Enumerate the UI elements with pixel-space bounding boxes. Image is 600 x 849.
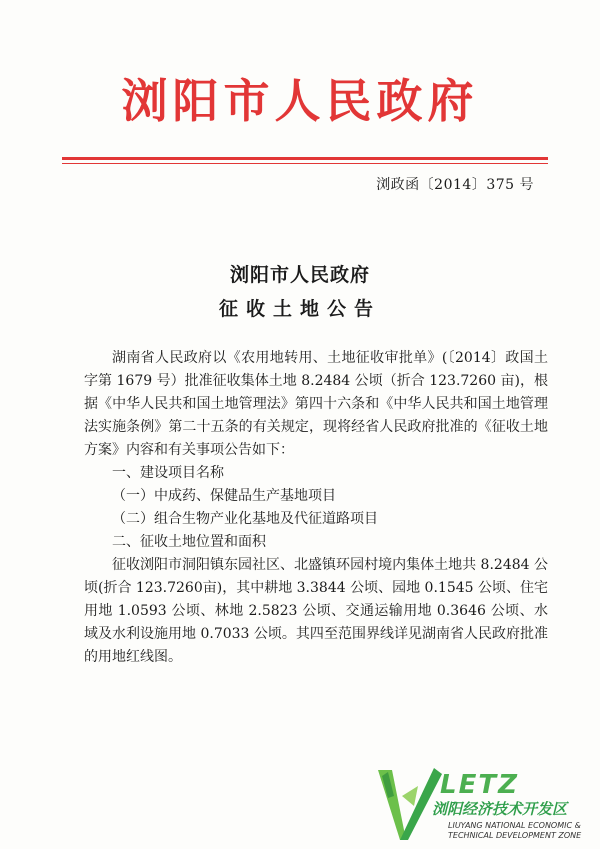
logo-chinese-name: 浏阳经济技术开发区 [432,800,568,818]
watermark-logo [372,766,600,849]
location-area-paragraph: 征收浏阳市洞阳镇东园社区、北盛镇环园村境内集体土地共 8.2484 公顷(折合 123.7260亩)，其中耕地 3.3844 公顷、园地 0.1545 公顷、住宅用地 1.0593 公顷、林地 2.5823 公顷、交通运输用地 0.3646 公顷、水域及水利设施用地 0.7033 公顷。其四至范围界线详见湖南省人民政府批准的用地红线图。 [84,557,548,665]
section-heading-location-area: 二、征收土地位置和面积 [112,534,266,550]
red-rule-thick [62,157,548,160]
red-rule-thin [62,163,548,164]
logo-english-line-1: LIUYANG NATIONAL ECONOMIC & [448,821,581,830]
masthead-title: 浏阳市人民政府 [121,74,479,128]
notice-issuer-title: 浏阳市人民政府 [229,264,370,286]
project-item-2: （二）组合生物产业化基地及代征道路项目 [112,511,378,527]
intro-paragraph: 湖南省人民政府以《农用地转用、土地征收审批单》(〔2014〕政国土字第 1679 号）批准征收集体土地 8.2484 公顷（折合 123.7260 亩)，根据《中华人民共和国土地管理法》第四十六条和《中华人民共和国土地管理法实施条例》第二十五条的有关规定，现将经省人民政府批准的《征收土地方案》内容和有关事项公告如下： [84,350,548,458]
section-heading-project-name: 一、建设项目名称 [112,465,224,481]
notice-body [84,347,548,669]
document-number: 浏政函〔2014〕375 号 [376,177,534,193]
logo-wordmark: LETZ [440,770,519,800]
notice-title: 征收土地公告 [218,298,381,320]
logo-english-line-2: TECHNICAL DEVELOPMENT ZONE [448,831,582,840]
project-item-1: （一）中成药、保健品生产基地项目 [112,488,336,504]
